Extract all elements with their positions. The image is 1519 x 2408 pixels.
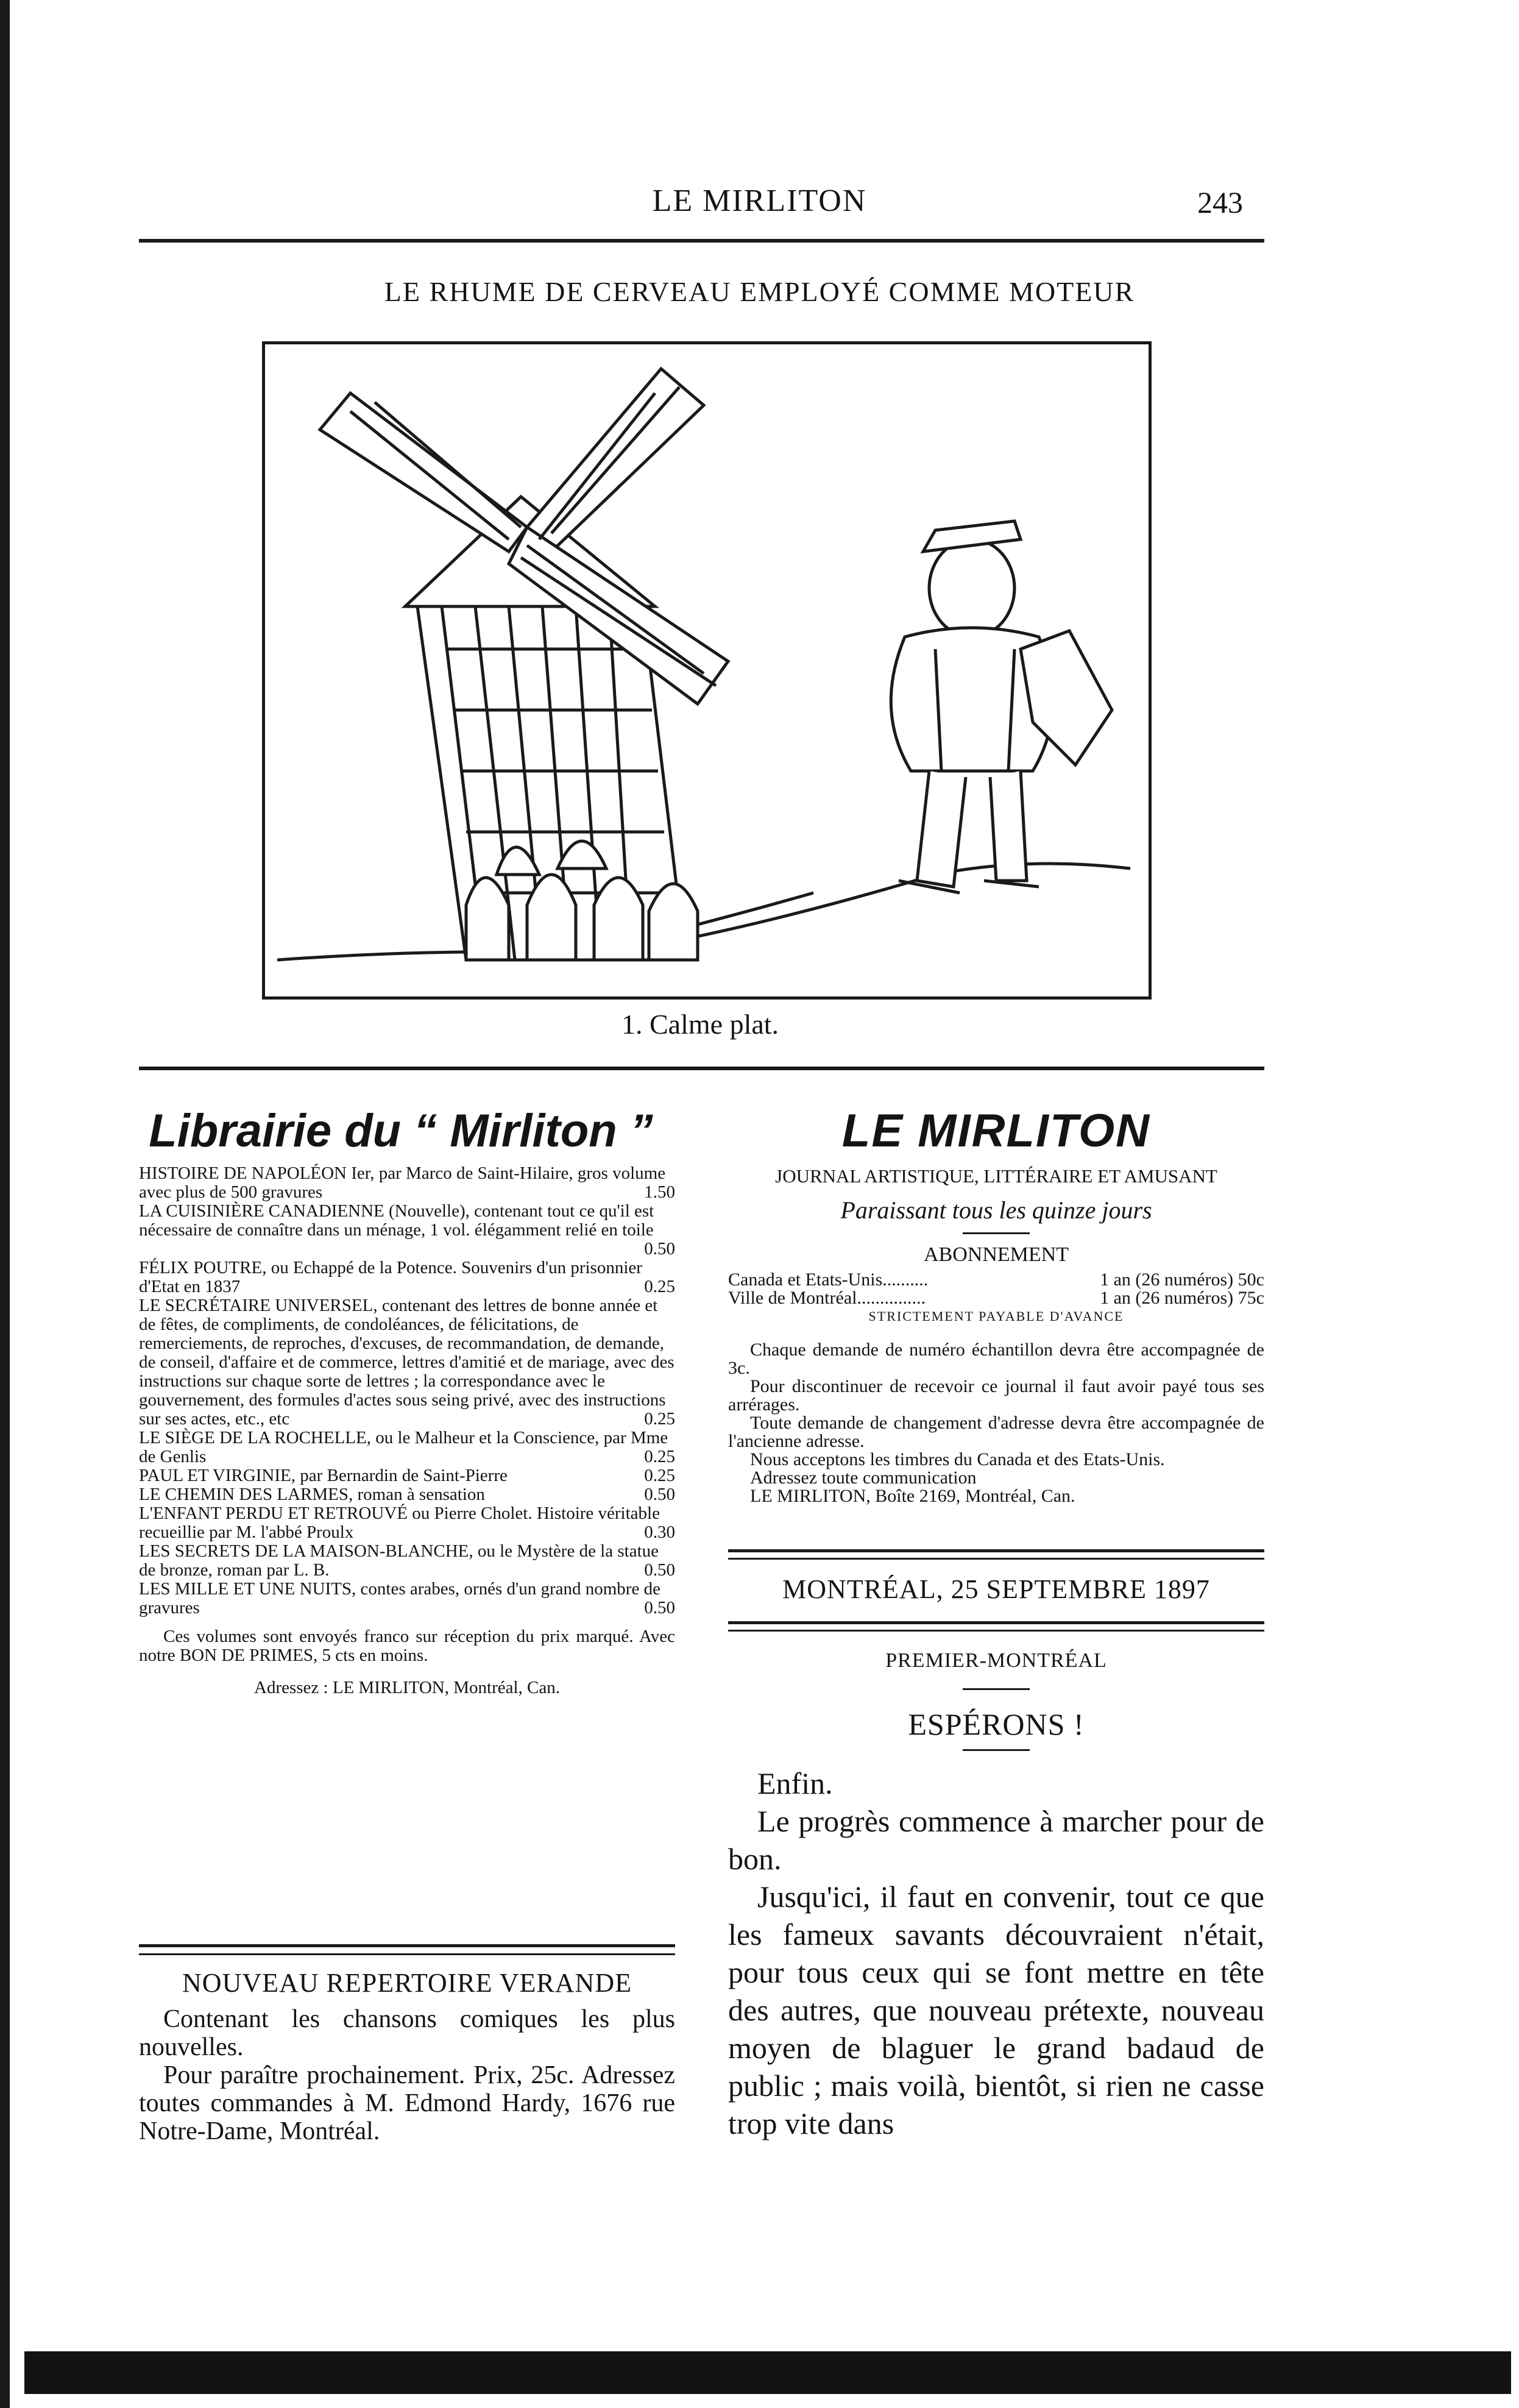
article-paragraph: Jusqu'ici, il faut en convenir, tout ce que les fameux savants découvraient n'était, pour tous ceux qui se font mettre en tête des autres, que nouveau prétexte, nouveau moyen de blaguer le grand badaud de public ; mais voilà, bientôt, si rien ne casse trop vite dans (728, 1880, 1264, 2140)
masthead-title: LE MIRLITON (841, 1105, 1151, 1157)
book-item (139, 1466, 675, 1485)
rate-place: Canada et Etats-Unis.......... (728, 1270, 929, 1290)
book-price: 1.50 (644, 1182, 675, 1202)
rate-value: 1 an (26 numéros) 75c (1100, 1288, 1264, 1308)
librairie-address: Adressez : LE MIRLITON, Montréal, Can. (253, 1678, 561, 1697)
windmill-illustration (265, 344, 1149, 996)
abonnement-note: Pour discontinuer de recevoir ce journal il faut avoir payé tous ses arrérages. (728, 1376, 1264, 1415)
repertoire-rule-top (139, 1944, 675, 1947)
book-text: LE CHEMIN DES LARMES, roman à sensation (139, 1485, 485, 1504)
repertoire-body (139, 2005, 675, 2145)
dateline-rule-top (728, 1549, 1264, 1552)
repertoire-paragraph: Pour paraître prochainement. Prix, 25c. Adressez toutes commandes à M. Edmond Hardy, 1676 rue Notre-Dame, Montréal. (139, 2061, 675, 2145)
abonnement-title: ABONNEMENT (924, 1243, 1069, 1266)
article-section: PREMIER-MONTRÉAL (885, 1649, 1107, 1672)
book-text: L'ENFANT PERDU ET RETROUVÉ ou Pierre Cholet. Histoire véritable recueillie par M. l'abbé Proulx (139, 1504, 660, 1542)
article-paragraph: Enfin. (757, 1766, 833, 1800)
book-item (139, 1202, 675, 1259)
abonnement-strict: STRICTEMENT PAYABLE D'AVANCE (868, 1309, 1124, 1324)
dateline-rule-bottom-thin (728, 1630, 1264, 1632)
repertoire-paragraph: Contenant les chansons comiques les plus nouvelles. (139, 2005, 675, 2061)
abonnement-note: Toute demande de changement d'adresse devra être accompagnée de l'ancienne adresse. (728, 1413, 1264, 1451)
dateline-rule-top-thin (728, 1558, 1264, 1560)
illustration-caption: 1. Calme plat. (621, 1009, 779, 1040)
book-text: LE SIÈGE DE LA ROCHELLE, ou le Malheur et la Conscience, par Mme de Genlis (139, 1428, 668, 1466)
book-price: 0.50 (644, 1485, 675, 1504)
article-short-rule (963, 1688, 1030, 1690)
scan-bottom-strip (24, 2351, 1511, 2394)
book-item (139, 1296, 675, 1429)
book-item (139, 1580, 675, 1618)
abonnement-note: Chaque demande de numéro échantillon devra être accompagnée de 3c. (728, 1340, 1264, 1378)
abonnement-rates (728, 1271, 1264, 1326)
repertoire-rule-top-thin (139, 1953, 675, 1955)
article-paragraph: Le progrès commence à marcher pour de bon. (728, 1804, 1264, 1876)
section-rule (139, 1067, 1264, 1070)
abonnement-note: LE MIRLITON, Boîte 2169, Montréal, Can. (750, 1486, 1075, 1506)
book-item (139, 1429, 675, 1466)
dateline-rule-bottom (728, 1621, 1264, 1624)
book-text: LA CUISINIÈRE CANADIENNE (Nouvelle), contenant tout ce qu'il est nécessaire de connaître dans un ménage, 1 vol. élégamment relié en toile (139, 1201, 654, 1240)
abonnement-note: Adressez toute communication (750, 1468, 977, 1488)
book-price: 0.25 (644, 1466, 675, 1485)
dateline: MONTRÉAL, 25 SEPTEMBRE 1897 (782, 1574, 1210, 1604)
book-text: PAUL ET VIRGINIE, par Bernardin de Saint-Pierre (139, 1466, 508, 1485)
book-text: FÉLIX POUTRE, ou Echappé de la Potence. Souvenirs d'un prisonnier d'Etat en 1837 (139, 1258, 642, 1296)
rate-place: Ville de Montréal............... (728, 1288, 926, 1308)
book-item (139, 1164, 675, 1202)
book-price: 0.25 (644, 1447, 675, 1466)
book-item (139, 1259, 675, 1296)
article-body (728, 1764, 1264, 2142)
book-price: 0.30 (644, 1522, 675, 1542)
illustration-title: LE RHUME DE CERVEAU EMPLOYÉ COMME MOTEUR (384, 276, 1135, 307)
headline-short-rule (963, 1749, 1030, 1751)
page-edge-bar (0, 0, 10, 2408)
book-price: 0.25 (644, 1277, 675, 1296)
book-price: 0.50 (644, 1598, 675, 1618)
running-title: LE MIRLITON (652, 183, 867, 218)
rate-row (728, 1289, 1264, 1307)
page-number: 243 (1197, 185, 1243, 219)
librairie-title: Librairie du “ Mirliton ” (149, 1105, 653, 1157)
book-item (139, 1542, 675, 1580)
book-price: 0.25 (644, 1409, 675, 1429)
article-headline: ESPÉRONS ! (908, 1707, 1085, 1741)
masthead-tagline: Paraissant tous les quinze jours (840, 1196, 1152, 1224)
book-text: HISTOIRE DE NAPOLÉON Ier, par Marco de Saint-Hilaire, gros volume avec plus de 500 gravures (139, 1163, 666, 1202)
librairie-note: Ces volumes sont envoyés franco sur réception du prix marqué. Avec notre BON DE PRIMES, 5 cts en moins. (139, 1627, 675, 1665)
rate-row (728, 1271, 1264, 1289)
book-price: 0.50 (644, 1239, 675, 1259)
book-text: LES MILLE ET UNE NUITS, contes arabes, ornés d'un grand nombre de gravures (139, 1579, 660, 1618)
repertoire-title: NOUVEAU REPERTOIRE VERANDE (182, 1968, 632, 1998)
book-text: LE SECRÉTAIRE UNIVERSEL, contenant des lettres de bonne année et de fêtes, de compliments, de condoléances, de félicitations, de remerciements, de reproches, d'excuses, de recommandation, de demande, de conseil, d'affaire et de commerce, lettres d'amitié et de mariage, avec des instructions sur chaque sorte de lettres ; la correspondance avec le gouvernement, des formules d'actes sous seing privé, avec des instructions sur ses actes, etc., etc (139, 1296, 675, 1429)
book-price: 0.50 (644, 1560, 675, 1580)
rate-value: 1 an (26 numéros) 50c (1100, 1270, 1264, 1290)
abonnement-note: Nous acceptons les timbres du Canada et des Etats-Unis. (750, 1449, 1165, 1469)
masthead-short-rule (963, 1232, 1030, 1234)
illustration-frame (262, 341, 1152, 1000)
masthead-subtitle: JOURNAL ARTISTIQUE, LITTÉRAIRE ET AMUSANT (775, 1165, 1217, 1187)
book-list (139, 1164, 675, 1697)
book-item (139, 1504, 675, 1542)
book-item (139, 1485, 675, 1504)
abonnement-notes (728, 1341, 1264, 1505)
header-rule (139, 239, 1264, 243)
book-text: LES SECRETS DE LA MAISON-BLANCHE, ou le Mystère de la statue de bronze, roman par L. B. (139, 1541, 659, 1580)
